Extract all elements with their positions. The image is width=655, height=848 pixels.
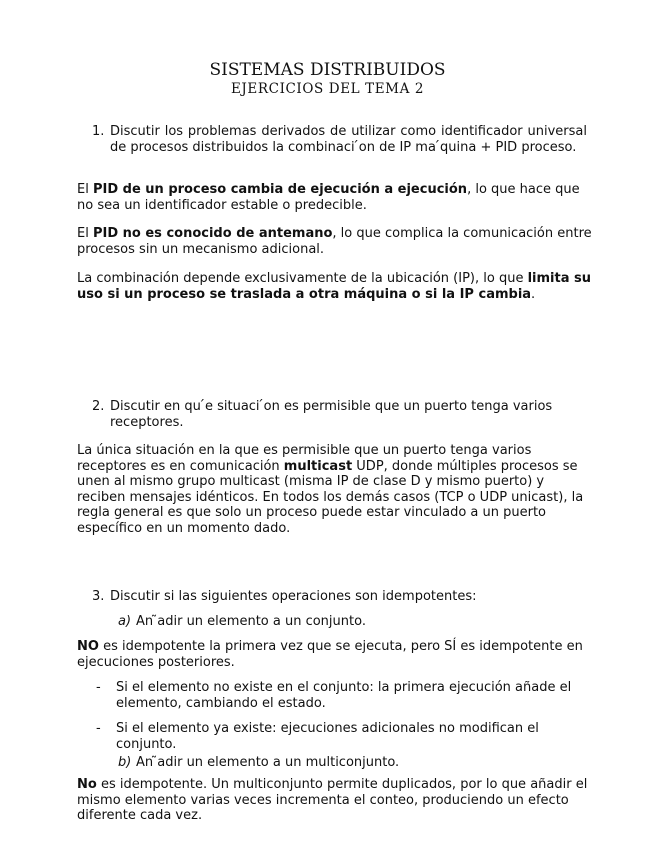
question-1-text: Discutir los problemas derivados de utilizar como identificador universal de procesos distribuidos la combinaci ́on de IP ma ́quina + PID proceso. (110, 124, 587, 155)
question-3-number: 3. (92, 589, 105, 604)
answer-1-paragraph-3: La combinación depende exclusivamente de la ubicación (IP), lo que limita su uso si un proceso se traslada a otra máquina o si la IP cambia. (77, 271, 592, 302)
document-subtitle: EJERCICIOS DEL TEMA 2 (230, 81, 425, 97)
subquestion-b-label: b) (118, 755, 132, 770)
answer-1-paragraph-1: El PID de un proceso cambia de ejecución a ejecución, lo que hace que no sea un identificador estable o predecible. (77, 182, 580, 213)
question-3-text: Discutir si las siguientes operaciones son idempotentes: (110, 589, 477, 604)
subquestion-b-text: An ̃adir un elemento a un multiconjunto. (136, 755, 400, 770)
subquestion-a-text: An ̃adir un elemento a un conjunto. (136, 614, 366, 629)
answer-3a-paragraph: NO es idempotente la primera vez que se ejecuta, pero SÍ es idempotente en ejecuciones posteriores. (77, 639, 583, 670)
answer-3b-paragraph: No es idempotente. Un multiconjunto permite duplicados, por lo que añadir el mismo elemento varias veces incrementa el conteo, produciendo un efecto diferente cada vez. (77, 777, 588, 823)
answer-3a-bullet-1: Si el elemento no existe en el conjunto: la primera ejecución añade el elemento, cambiando el estado. (116, 680, 572, 711)
document-title: SISTEMAS DISTRIBUIDOS (209, 60, 446, 80)
answer-2-paragraph: La única situación en la que es permisible que un puerto tenga varios receptores es en comunicación multicast UDP, donde múltiples procesos se unen al mismo grupo multicast (misma IP de clase D y mismo puerto) y reciben mensajes idénticos. En todos los demás casos (TCP o UDP unicast), la regla general es que solo un proceso puede estar vinculado a un puerto específico en un momento dado. (77, 443, 584, 536)
bullet-marker: - (96, 721, 101, 736)
question-2-text: Discutir en qu ́e situaci ́on es permisible que un puerto tenga varios receptores. (110, 399, 553, 430)
subquestion-a-label: a) (118, 614, 132, 629)
question-2-number: 2. (92, 399, 105, 414)
answer-1-paragraph-2: El PID no es conocido de antemano, lo que complica la comunicación entre procesos sin un mecanismo adicional. (77, 226, 592, 257)
answer-3a-bullet-2: Si el elemento ya existe: ejecuciones adicionales no modifican el conjunto. (116, 721, 539, 752)
bullet-marker: - (96, 680, 101, 695)
question-1-number: 1. (92, 124, 105, 139)
